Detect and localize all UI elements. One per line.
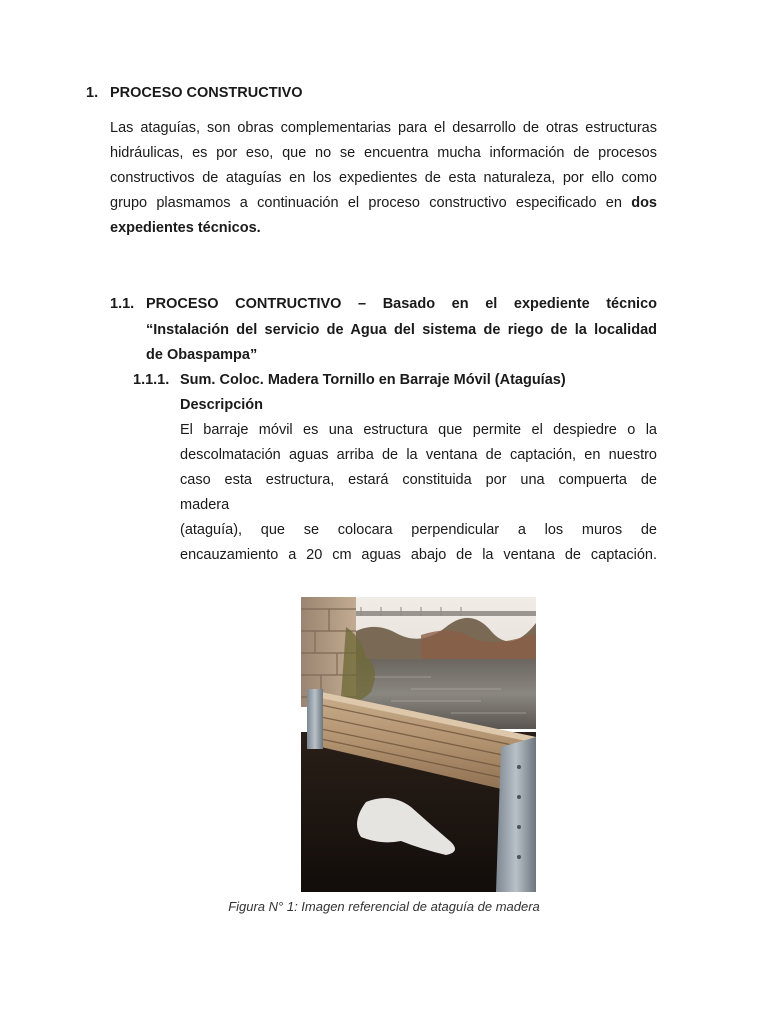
subsection-number: 1.1. (110, 296, 135, 312)
description-line: descolmatación aguas arriba de la ventana de captación, en nuestro (180, 447, 657, 463)
section-heading (86, 85, 303, 101)
subsection-title-line3: de Obaspampa” (146, 347, 258, 363)
figure-caption: Figura N° 1: Imagen referencial de ataguía de madera (228, 899, 540, 914)
cofferdam-photo (301, 597, 536, 892)
intro-text: Las ataguías, son obras complementarias para el desarrollo de otras estructuras hidráulicas, es por eso, que no se encuentra mucha información de procesos constructivos de ataguías en los expedientes de esta naturaleza, por ello como grupo plasmamos a continuación el proceso constructivo especificado en (110, 120, 657, 211)
subsection-title-line1: PROCESO CONTRUCTIVO – Basado en el expediente técnico (146, 296, 657, 312)
description-line: caso esta estructura, estará constituida por una compuerta de (180, 472, 657, 488)
section-number: 1. (86, 85, 99, 101)
subsubsection-number: 1.1.1. (133, 372, 170, 388)
subsubsection-title: Sum. Coloc. Madera Tornillo en Barraje Móvil (Ataguías) (180, 372, 566, 388)
description-paragraph (180, 418, 657, 568)
intro-paragraph (110, 116, 657, 241)
description-heading: Descripción (180, 397, 263, 413)
intro-bold-text: dos expedientes técnicos. (110, 195, 657, 236)
subsection-title-line2: “Instalación del servicio de Agua del sistema de riego de la localidad (146, 321, 657, 338)
description-line: (ataguía), que se colocara perpendicular a los muros de (180, 522, 657, 538)
description-line: encauzamiento a 20 cm aguas abajo de la ventana de captación. (180, 547, 657, 563)
description-line: madera (180, 497, 230, 513)
subsection-heading (110, 292, 657, 369)
subsubsection-heading (133, 368, 566, 393)
section-title: PROCESO CONSTRUCTIVO (110, 85, 303, 101)
description-line: El barraje móvil es una estructura que permite el despiedre o la (180, 422, 657, 438)
